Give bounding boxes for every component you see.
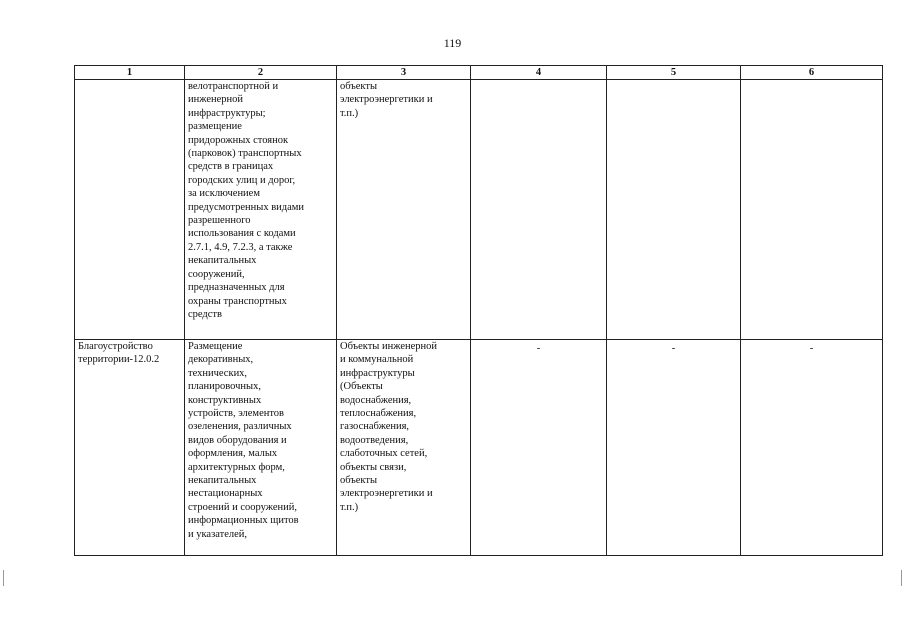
scan-edge-mark-right [901,570,902,586]
text-line: объекты связи, [340,461,407,473]
column-header-6: 6 [741,66,883,80]
text-line: предусмотренных видами [188,201,305,213]
column-header-3: 3 [337,66,471,80]
text-line: архитектурных форм, [188,461,285,473]
table-row [75,340,883,556]
text-line: водоснабжения, [340,394,412,406]
text-line: охраны транспортных [188,295,287,307]
text-line: строений и сооружений, [188,501,298,513]
text-line: конструктивных [188,394,262,406]
text-line: т.п.) [340,501,359,513]
text-line: электроэнергетики и [340,94,433,106]
column-header-5: 5 [607,66,741,80]
text-line: технических, [188,367,248,379]
text-line: информационных щитов [188,515,299,527]
cell-col-6 [741,80,883,340]
scan-edge-mark-left [3,570,4,586]
text-line: устройств, элементов [188,408,285,420]
land-use-table [74,65,883,556]
text-line: оформления, малых [188,448,278,460]
text-line: планировочных, [188,381,261,393]
cell-col-5 [607,80,741,340]
text-line: использования с кодами [188,228,296,240]
page-number: 119 [443,36,462,50]
cell-col-5: - [607,340,741,556]
column-header-2: 2 [185,66,337,80]
header-row [75,66,883,80]
text-line: за исключением [188,188,260,200]
text-line: и указателей, [188,528,248,540]
text-line: Размещение [188,341,243,352]
text-line: объекты [340,475,378,487]
text-line: некапитальных [188,475,257,487]
cell-auxiliary-uses [337,80,471,340]
cell-col-6: - [741,340,883,556]
text-line: территории-12.0.2 [78,354,160,366]
cell-use-name [75,340,185,556]
column-header-1: 1 [75,66,185,80]
text-line: объекты [340,81,378,92]
text-line: озеленения, различных [188,421,292,433]
text-line: и коммунальной [340,354,414,366]
text-line: Объекты инженерной [340,341,438,352]
text-line: велотранспортной и [188,81,279,92]
text-line: (парковок) транспортных [188,148,302,160]
text-line: разрешенного [188,215,251,227]
text-line: декоративных, [188,354,254,366]
text-line: т.п.) [340,107,359,119]
cell-use-name [75,80,185,340]
cell-use-description [185,340,337,556]
cell-col-4 [471,80,607,340]
text-line: Благоустройство [78,341,153,352]
text-line: инженерной [188,94,244,106]
text-line: размещение [188,121,242,133]
text-line: сооружений, [188,268,245,280]
text-line: газоснабжения, [340,421,410,433]
table-row [75,80,883,340]
text-line: водоотведения, [340,434,409,446]
column-header-4: 4 [471,66,607,80]
text-line: средств в границах [188,161,274,173]
text-line: средств [188,308,222,320]
text-line: теплоснабжения, [340,408,417,420]
text-line: придорожных стоянок [188,134,289,146]
text-line: электроэнергетики и [340,488,433,500]
cell-use-description [185,80,337,340]
text-line: (Объекты [340,381,383,393]
text-line: 2.7.1, 4.9, 7.2.3, а также [188,241,293,253]
text-line: некапитальных [188,255,257,267]
cell-col-4: - [471,340,607,556]
text-line: городских улиц и дорог, [188,174,296,186]
text-line: предназначенных для [188,282,285,294]
text-line: инфраструктуры; [188,107,266,119]
cell-auxiliary-uses [337,340,471,556]
text-line: видов оборудования и [188,434,287,446]
text-line: нестационарных [188,488,263,500]
text-line: инфраструктуры [340,367,415,379]
text-line: слаботочных сетей, [340,448,428,460]
